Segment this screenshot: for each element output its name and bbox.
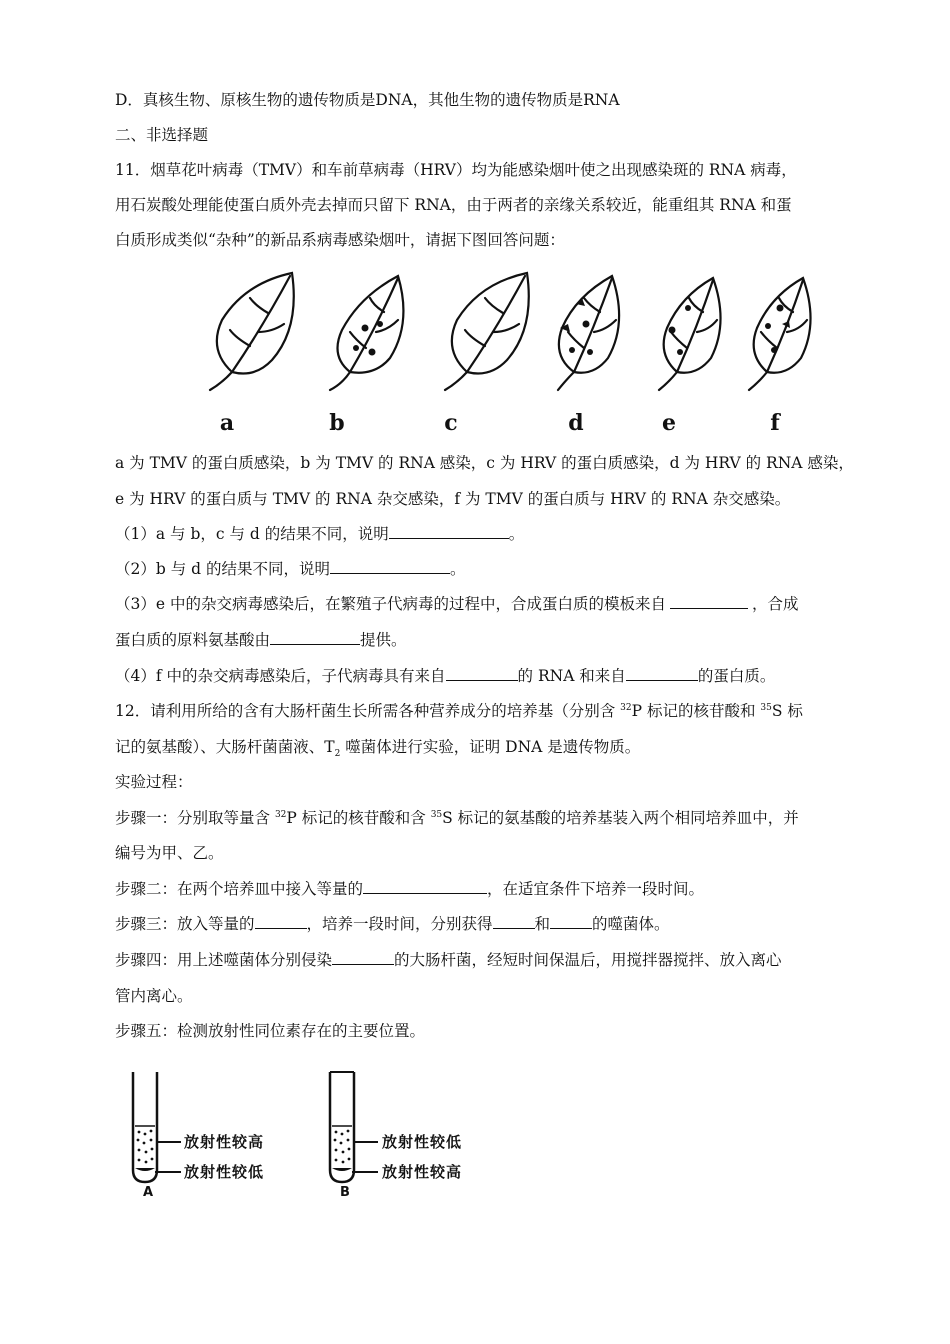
leaf-b [330,276,403,390]
q12-line2: 记的氨基酸）、大肠杆菌菌液、$T_2$ 噬菌体进行实验，证明 DNA 是遗传物质。 [115,738,641,760]
q11-sub3b: 蛋白质的原料氨基酸由 提供。 [115,631,407,649]
q12-step4: 步骤四：用上述噬菌体分别侵染 的大肠杆菌，经短时间保温后，用搅拌器搅拌、放入离心 [115,951,782,969]
q12-process: 实验过程： [115,773,193,791]
leaf-label-b: b [329,410,345,436]
q12-step1: 步骤一：分别取等量含 $^{32}$P 标记的核苷酸和含 $^{35}$S 标记的氨基酸的培养基装入两个相同培养皿中，并 [115,809,799,827]
leaf-e [659,278,721,390]
tube-a-top-label: 放射性较高 [184,1133,265,1151]
leaf-label-f: f [770,410,780,436]
leaf-d [558,276,619,390]
q11-caption1: a 为 TMV 的蛋白质感染，b 为 TMV 的 RNA 感染，c 为 HRV 的蛋白质感染，d 为 HRV 的 RNA 感染， [115,454,854,472]
leaf-f [749,278,811,390]
tube-a-bottom-label: 放射性较低 [184,1163,265,1181]
answer-blank[interactable] [550,914,592,929]
q12-step3: 步骤三：放入等量的 ，培养一段时间，分别获得 和 的噬菌体。 [115,915,670,933]
answer-blank[interactable] [332,950,394,965]
tube-b-bottom-label: 放射性较高 [382,1163,463,1181]
q12-step5: 步骤五：检测放射性同位素存在的主要位置。 [115,1022,426,1040]
answer-blank[interactable] [389,524,509,539]
q11-line3: 白质形成类似“杂种”的新品系病毒感染烟叶，请据下图回答问题： [115,231,565,249]
q12-step1b: 编号为甲、乙。 [115,844,224,862]
answer-blank[interactable] [670,594,748,609]
leaf-label-a: a [219,410,235,436]
q11-sub2: （2）b 与 d 的结果不同，说明 。 [115,560,466,578]
q11-caption2: e 为 HRV 的蛋白质与 TMV 的 RNA 杂交感染，f 为 TMV 的蛋白质与 HRV 的 RNA 杂交感染。 [115,490,791,508]
tube-a-letter: A [143,1185,154,1200]
answer-blank[interactable] [270,630,360,645]
q12-line1: 12．请利用所给的含有大肠杆菌生长所需各种营养成分的培养基（分别含 $^{32}$P 标记的核苷酸和 $^{35}$S 标 [115,702,803,720]
q11-sub3: （3）e 中的杂交病毒感染后，在繁殖子代病毒的过程中，合成蛋白质的模板来自 ，合成 [115,595,799,613]
q12-step2: 步骤二：在两个培养皿中接入等量的 ，在适宜条件下培养一段时间。 [115,880,705,898]
answer-blank[interactable] [255,914,307,929]
answer-blank[interactable] [363,879,487,894]
leaf-c [445,273,529,390]
answer-blank[interactable] [446,666,518,681]
leaf-figure [180,268,820,408]
q12-step4b: 管内离心。 [115,987,193,1005]
q11-sub4: （4）f 中的杂交病毒感染后，子代病毒具有来自 的 RNA 和来自 的蛋白质。 [115,667,776,685]
answer-blank[interactable] [330,559,450,574]
leaf-label-c: c [444,410,458,436]
option-d: D．真核生物、原核生物的遗传物质是DNA，其他生物的遗传物质是RNA [115,91,620,109]
q11-sub1: （1）a 与 b，c 与 d 的结果不同，说明 。 [115,525,525,543]
answer-blank[interactable] [493,914,535,929]
section-title: 二、非选择题 [115,126,209,144]
leaf-a [210,273,294,390]
answer-blank[interactable] [626,666,698,681]
q11-line1: 11．烟草花叶病毒（TMV）和车前草病毒（HRV）均为能感染烟叶使之出现感染斑的 RNA 病毒， [115,161,797,179]
leaf-label-d: d [568,410,584,436]
tube-b-letter: B [340,1185,350,1200]
q11-line2: 用石炭酸处理能使蛋白质外壳去掉而只留下 RNA，由于两者的亲缘关系较近，能重组其 RNA 和蛋 [115,196,792,214]
leaf-label-e: e [662,410,676,436]
tube-b-top-label: 放射性较低 [382,1133,463,1151]
